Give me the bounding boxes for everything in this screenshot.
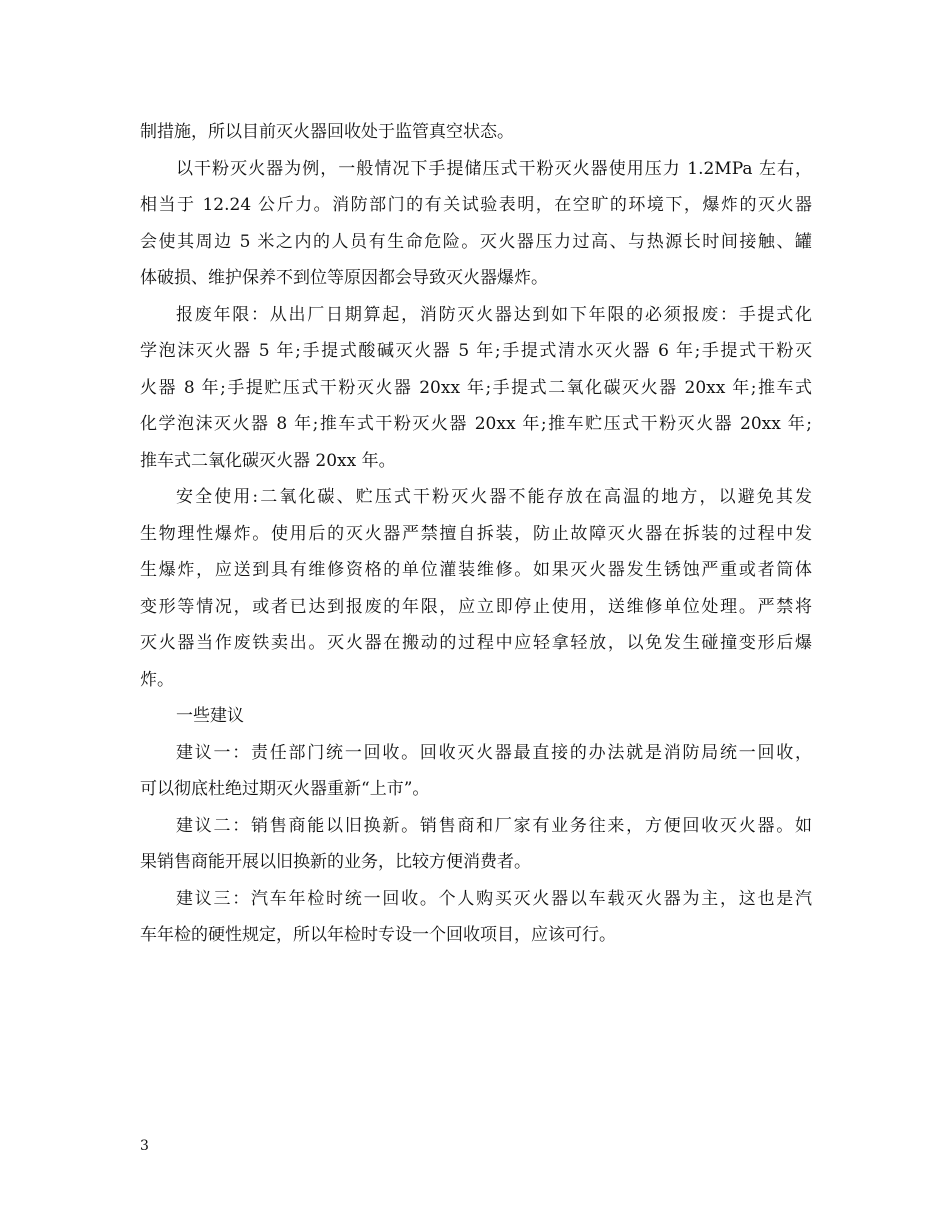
body-text — [140, 114, 812, 954]
text-line: 体破损、维护保养不到位等原因都会导致灭火器爆炸。 — [140, 268, 548, 288]
text-line: 建议三：汽车年检时统一回收。个人购买灭火器以车载灭火器为主，这也是汽 — [176, 888, 812, 909]
text-line: 会使其周边 5 米之内的人员有生命危险。灭火器压力过高、与热源长时间接触、罐 — [140, 231, 812, 252]
text-line: 推车式二氧化碳灭火器 20xx 年。 — [140, 450, 396, 471]
text-line: 学泡沫灭火器 5 年;手提式酸碱灭火器 5 年;手提式清水灭火器 6 年;手提式干粉灭 — [140, 341, 812, 361]
section-heading: 一些建议 — [176, 706, 244, 726]
text-line: 车年检的硬性规定，所以年检时专设一个回收项目，应该可行。 — [140, 925, 616, 945]
text-line: 以干粉灭火器为例，一般情况下手提储压式干粉灭火器使用压力 1.2MPa 左右， — [176, 158, 812, 179]
text-line: 火器 8 年;手提贮压式干粉灭火器 20xx 年;手提式二氧化碳灭火器 20xx 年;推车式 — [140, 377, 812, 398]
text-line: 灭火器当作废铁卖出。灭火器在搬动的过程中应轻拿轻放，以免发生碰撞变形后爆 — [140, 633, 812, 653]
text-line: 建议二：销售商能以旧换新。销售商和厂家有业务往来，方便回收灭火器。如 — [176, 815, 812, 836]
text-line: 建议一：责任部门统一回收。回收灭火器最直接的办法就是消防局统一回收， — [176, 742, 812, 763]
text-line: 可以彻底杜绝过期灭火器重新“上市”。 — [140, 779, 430, 799]
text-line: 报废年限：从出厂日期算起，消防灭火器达到如下年限的必须报废：手提式化 — [176, 304, 812, 325]
text-line: 炸。 — [140, 669, 174, 690]
text-line: 生物理性爆炸。使用后的灭火器严禁擅自拆装，防止故障灭火器在拆装的过程中发 — [140, 523, 812, 544]
text-line: 果销售商能开展以旧换新的业务，比较方便消费者。 — [140, 852, 531, 872]
text-line: 生爆炸，应送到具有维修资格的单位灌装维修。如果灭火器发生锈蚀严重或者筒体 — [140, 560, 812, 580]
text-line: 变形等情况，或者已达到报废的年限，应立即停止使用，送维修单位处理。严禁将 — [140, 596, 812, 617]
text-line: 安全使用:二氧化碳、贮压式干粉灭火器不能存放在高温的地方，以避免其发 — [176, 487, 812, 507]
text-line: 制措施，所以目前灭火器回收处于监管真空状态。 — [140, 122, 514, 142]
text-line: 化学泡沫灭火器 8 年;推车式干粉灭火器 20xx 年;推车贮压式干粉灭火器 20xx 年; — [140, 414, 812, 434]
text-line: 相当于 12.24 公斤力。消防部门的有关试验表明，在空旷的环境下，爆炸的灭火器 — [140, 195, 812, 215]
page-number: 3 — [140, 1138, 149, 1154]
